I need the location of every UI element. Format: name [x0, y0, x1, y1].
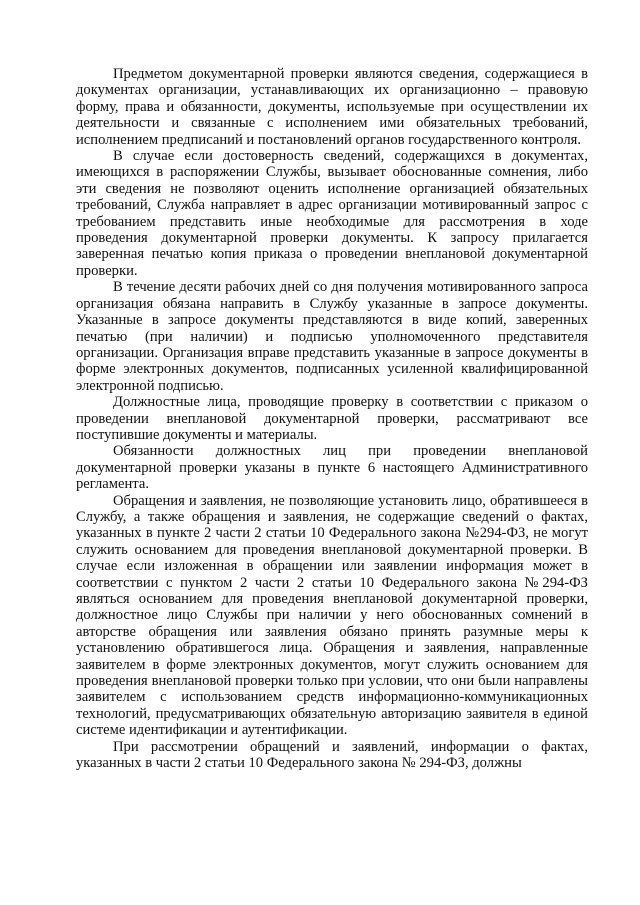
paragraph-motivated-request: В случае если достоверность сведений, содержащихся в документах, имеющихся в распоряжении Службы, вызывает обоснованные сомнения, либо эти сведения не позволяют оценить исполнение организацией обязательных требований, Служба направляет в адрес организации мотивированный запрос с требованием представить иные необходимые для рассмотрения в ходе проведения документарной проверки документы. К запросу прилагается заверенная печатью копия приказа о проведении внеплановой документарной проверки.	[76, 148, 588, 279]
paragraph-appeals-and-statements: Обращения и заявления, не позволяющие установить лицо, обратившееся в Службу, а также обращения и заявления, не содержащие сведений о фактах, указанных в пункте 2 части 2 статьи 10 Федерального закона №294-ФЗ, не могут служить основанием для проведения внеплановой документарной проверки. В случае если изложенная в обращении или заявлении информация может в соответствии с пунктом 2 части 2 статьи 10 Федерального закона №294-ФЗ являться основанием для проведения внеплановой документарной проверки, должностное лицо Службы при наличии у него обоснованных сомнений в авторстве обращения или заявления обязано принять разумные меры к установлению обратившегося лица. Обращения и заявления, направленные заявителем в форме электронных документов, могут служить основанием для проведения внеплановой проверки только при условии, что они были направлены заявителем с использованием средств информационно-коммуникационных технологий, предусматривающих обязательную авторизацию заявителя в единой системе идентификации и аутентификации.	[76, 492, 588, 739]
paragraph-ten-working-days: В течение десяти рабочих дней со дня получения мотивированного запроса организация обязана направить в Службу указанные в запросе документы. Указанные в запросе документы представляются в виде копий, заверенных печатью (при наличии) и подписью уполномоченного представителя организации. Организация вправе представить указанные в запросе документы в форме электронных документов, подписанных усиленной квалифицированной электронной подписью.	[76, 279, 588, 394]
paragraph-officials-review: Должностные лица, проводящие проверку в соответствии с приказом о проведении внеплановой документарной проверки, рассматривают все поступившие документы и материалы.	[76, 394, 588, 443]
document-page	[76, 66, 588, 771]
paragraph-officials-duties: Обязанности должностных лиц при проведении внеплановой документарной проверки указаны в пункте 6 настоящего Административного регламента.	[76, 443, 588, 493]
paragraph-subject-of-inspection: Предметом документарной проверки являются сведения, содержащиеся в документах организации, устанавливающих их организационно – правовую форму, права и обязанности, документы, используемые при осуществлении их деятельности и связанные с исполнением ими обязательных требований, исполнением предписаний и постановлений органов государственного контроля.	[76, 66, 588, 148]
paragraph-consideration-of-appeals: При рассмотрении обращений и заявлений, информации о фактах, указанных в части 2 статьи 10 Федерального закона № 294-ФЗ, должны	[76, 738, 588, 772]
